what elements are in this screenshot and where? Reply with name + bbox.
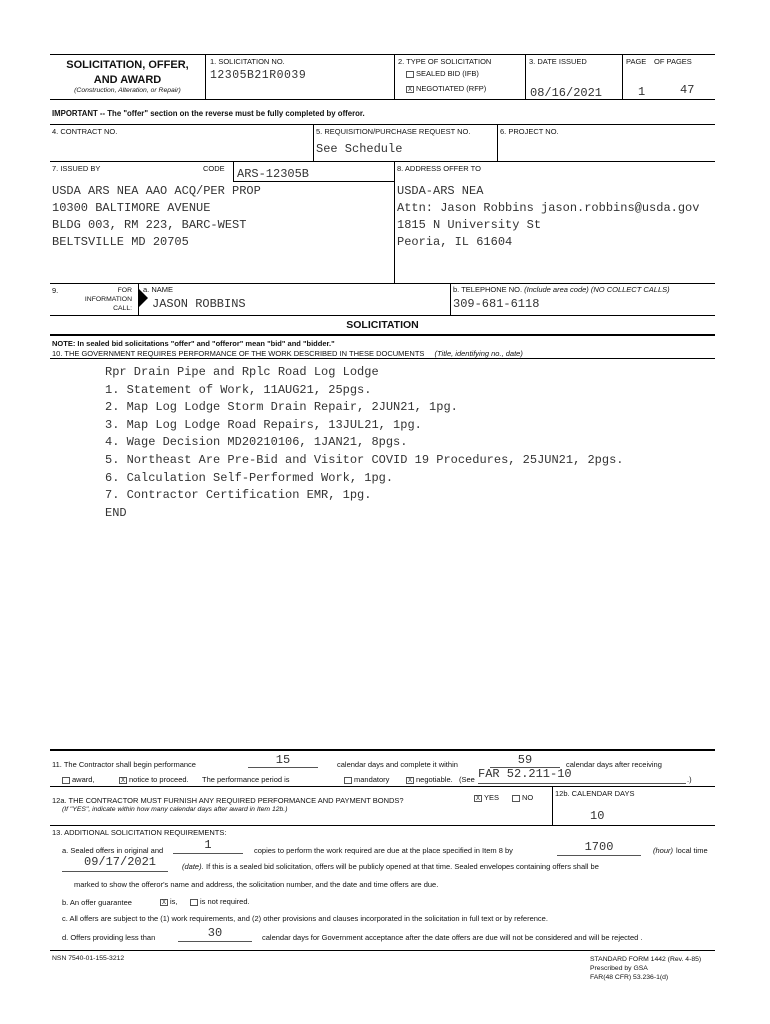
requisition-value[interactable]: See Schedule bbox=[316, 142, 403, 156]
item13a-text2: copies to perform the work required are due at the place specified in Item 8 by bbox=[254, 846, 513, 855]
date-label: (date). bbox=[182, 862, 204, 871]
address-offer-to bbox=[397, 183, 699, 251]
acceptance-days-value[interactable]: 30 bbox=[207, 926, 223, 940]
guarantee-not-checkbox[interactable] bbox=[190, 899, 198, 906]
work-documents-list bbox=[105, 364, 623, 522]
item13a-text1: a. Sealed offers in original and bbox=[62, 846, 164, 855]
period-is-label: The performance period is bbox=[202, 775, 290, 784]
issued-by-line: BELTSVILLE MD 20705 bbox=[52, 235, 189, 249]
due-date-value[interactable]: 09/17/2021 bbox=[84, 855, 157, 869]
item12a-note: (If "YES", indicate within how many calendar days after award in Item 12b.) bbox=[62, 806, 288, 813]
document-line: 6. Calculation Self-Performed Work, 1pg. bbox=[105, 470, 394, 485]
issued-by-address bbox=[52, 183, 261, 251]
project-no-label: 6. PROJECT NO. bbox=[500, 127, 559, 136]
form-title bbox=[50, 58, 205, 88]
notice-option[interactable] bbox=[119, 775, 189, 784]
guarantee-is-checkbox[interactable]: X bbox=[161, 899, 166, 906]
contact-name-value[interactable]: JASON ROBBINS bbox=[152, 297, 246, 311]
issued-by-line: 10300 BALTIMORE AVENUE bbox=[52, 201, 211, 215]
copies-value[interactable]: 1 bbox=[204, 838, 212, 852]
telephone-note: (Include area code) (NO COLLECT CALLS) bbox=[524, 285, 670, 294]
item11-text-b: calendar days and complete it within bbox=[337, 760, 458, 769]
telephone-label bbox=[453, 285, 670, 294]
bonds-no-checkbox[interactable] bbox=[512, 795, 520, 802]
sealed-bid-checkbox[interactable] bbox=[406, 71, 414, 78]
document-line: 1. Statement of Work, 11AUG21, 25pgs. bbox=[105, 382, 372, 397]
issued-by-line: BLDG 003, RM 223, BARC-WEST bbox=[52, 218, 247, 232]
document-line: 3. Map Log Lodge Road Repairs, 13JUL21, 1pg. bbox=[105, 417, 422, 432]
document-line: 2. Map Log Lodge Storm Drain Repair, 2JUN21, 1pg. bbox=[105, 400, 458, 415]
document-line: 4. Wage Decision MD20210106, 1JAN21, 8pgs. bbox=[105, 435, 408, 450]
award-option[interactable] bbox=[62, 775, 95, 784]
notice-checkbox[interactable]: X bbox=[120, 777, 125, 784]
item13b-text: b. An offer guarantee bbox=[62, 898, 132, 907]
document-line: Rpr Drain Pipe and Rplc Road Log Lodge bbox=[105, 365, 379, 379]
item10-label-text: 10. THE GOVERNMENT REQUIRES PERFORMANCE OF THE WORK DESCRIBED IN THESE DOCUMENTS bbox=[52, 349, 425, 358]
sealed-bid-label: SEALED BID (IFB) bbox=[416, 69, 479, 78]
see-close: .) bbox=[687, 775, 692, 784]
award-checkbox[interactable] bbox=[62, 777, 70, 784]
item10-label-note: (Title, identifying no., date) bbox=[434, 349, 523, 358]
form-title-line1: SOLICITATION, OFFER, bbox=[66, 59, 189, 71]
total-pages[interactable]: 47 bbox=[680, 83, 695, 97]
guarantee-not-option[interactable] bbox=[190, 897, 250, 906]
mandatory-option[interactable] bbox=[344, 775, 389, 784]
bonds-yes-checkbox[interactable]: X bbox=[475, 795, 480, 802]
nsn-number: NSN 7540-01-155-3212 bbox=[52, 955, 125, 962]
of-pages-label: OF PAGES bbox=[654, 57, 692, 66]
item13d-text2: calendar days for Government acceptance after the date offers are due will not be considered and will be rejected . bbox=[262, 933, 643, 942]
item13a-text3: If this is a sealed bid solicitation, offers will be publicly opened at that time. Sealed envelopes containing offers shall be bbox=[206, 862, 599, 871]
item13c-text: c. All offers are subject to the (1) work requirements, and (2) other provisions and clauses incorporated in the solicitation in full text or by reference. bbox=[62, 914, 548, 923]
document-line: END bbox=[105, 505, 127, 520]
mandatory-label: mandatory bbox=[354, 775, 390, 784]
page-number[interactable]: 1 bbox=[638, 85, 646, 99]
code-label: CODE bbox=[203, 164, 225, 173]
form-line: Prescribed by GSA bbox=[590, 965, 648, 972]
item11-text-a: 11. The Contractor shall begin performance bbox=[52, 760, 196, 769]
solicitation-no-label: 1. SOLICITATION NO. bbox=[210, 57, 285, 66]
document-line: 7. Contractor Certification EMR, 1pg. bbox=[105, 488, 372, 503]
form-line: FAR(48 CFR) 53.236-1(d) bbox=[590, 974, 669, 981]
negotiable-option[interactable] bbox=[406, 775, 453, 784]
standard-form-info bbox=[590, 955, 701, 982]
negotiable-checkbox[interactable]: X bbox=[407, 777, 412, 784]
item10-label bbox=[52, 349, 523, 358]
document-line: 5. Northeast Are Pre-Bid and Visitor COVID 19 Procedures, 25JUN21, 2pgs. bbox=[105, 452, 624, 467]
telephone-label-text: b. TELEPHONE NO. bbox=[453, 285, 523, 294]
call-label: CALL: bbox=[113, 305, 132, 312]
see-label: (See bbox=[459, 775, 475, 784]
bonds-yes-option[interactable] bbox=[474, 793, 499, 802]
guarantee-not-label: is not required. bbox=[200, 897, 250, 906]
item11-text-c: calendar days after receiving bbox=[566, 760, 662, 769]
page-label: PAGE bbox=[626, 57, 647, 66]
see-reference-value[interactable]: FAR 52.211-10 bbox=[478, 767, 572, 781]
contact-name-label: a. NAME bbox=[143, 285, 174, 294]
form-title-line2: AND AWARD bbox=[93, 74, 162, 86]
calendar-days-label: 12b. CALENDAR DAYS bbox=[555, 789, 635, 798]
solicitation-no-value[interactable]: 12305B21R0039 bbox=[210, 69, 307, 82]
form-line: STANDARD FORM 1442 (Rev. 4-85) bbox=[590, 956, 702, 963]
notice-label: notice to proceed. bbox=[129, 775, 189, 784]
due-time-value[interactable]: 1700 bbox=[584, 840, 614, 854]
item13a-text4: marked to show the offeror's name and address, the solicitation number, and the date and time offers are due. bbox=[74, 880, 439, 889]
bonds-no-option[interactable] bbox=[512, 793, 533, 802]
information-label: INFORMATION bbox=[84, 296, 132, 303]
days-begin-value[interactable]: 15 bbox=[275, 753, 291, 767]
address-line: 1815 N University St bbox=[397, 218, 542, 232]
negotiated-option[interactable] bbox=[406, 84, 486, 93]
solicitation-type-label: 2. TYPE OF SOLICITATION bbox=[398, 57, 492, 66]
item9-label: 9. bbox=[52, 286, 59, 295]
sealed-bid-note: NOTE: In sealed bid solicitations "offer" and "offeror" mean "bid" and "bidder." bbox=[52, 339, 335, 348]
days-complete-value[interactable]: 59 bbox=[517, 753, 533, 767]
important-note: IMPORTANT -- The "offer" section on the reverse must be fully completed by offeror. bbox=[52, 109, 365, 118]
form-title-sub: (Construction, Alteration, or Repair) bbox=[74, 87, 181, 94]
date-issued-label: 3. DATE ISSUED bbox=[529, 57, 587, 66]
award-label: award, bbox=[72, 775, 95, 784]
issued-by-line: USDA ARS NEA AAO ACQ/PER PROP bbox=[52, 184, 261, 198]
guarantee-is-label: is, bbox=[170, 897, 178, 906]
for-label: FOR bbox=[117, 287, 132, 294]
local-time-label: local time bbox=[676, 846, 708, 855]
contract-no-label: 4. CONTRACT NO. bbox=[52, 127, 118, 136]
address-line: Attn: Jason Robbins jason.robbins@usda.gov bbox=[397, 201, 700, 215]
issued-by-label: 7. ISSUED BY bbox=[52, 164, 101, 173]
calendar-days-value[interactable]: 10 bbox=[590, 809, 605, 823]
bonds-yes-label: YES bbox=[484, 793, 500, 802]
address-line: USDA-ARS NEA bbox=[397, 184, 484, 198]
bonds-no-label: NO bbox=[522, 793, 534, 802]
address-offer-label: 8. ADDRESS OFFER TO bbox=[397, 164, 481, 173]
guarantee-is-option[interactable] bbox=[160, 897, 178, 906]
negotiated-checkbox[interactable]: X bbox=[407, 86, 412, 93]
telephone-value[interactable]: 309-681-6118 bbox=[453, 297, 540, 311]
sealed-bid-option[interactable] bbox=[406, 69, 479, 78]
item12a-label: 12a. THE CONTRACTOR MUST FURNISH ANY REQUIRED PERFORMANCE AND PAYMENT BONDS? bbox=[52, 796, 404, 805]
mandatory-checkbox[interactable] bbox=[344, 777, 352, 784]
item13-label: 13. ADDITIONAL SOLICITATION REQUIREMENTS: bbox=[52, 828, 227, 837]
date-issued-value[interactable]: 08/16/2021 bbox=[530, 86, 603, 100]
code-value[interactable]: ARS-12305B bbox=[237, 167, 310, 181]
address-line: Peoria, IL 61604 bbox=[397, 235, 513, 249]
hour-label: (hour) bbox=[653, 846, 674, 855]
for-information-call bbox=[70, 286, 132, 313]
item13d-text1: d. Offers providing less than bbox=[62, 933, 156, 942]
negotiable-label: negotiable. bbox=[416, 775, 453, 784]
negotiated-label: NEGOTIATED (RFP) bbox=[416, 84, 487, 93]
requisition-label: 5. REQUISITION/PURCHASE REQUEST NO. bbox=[316, 127, 471, 136]
solicitation-heading: SOLICITATION bbox=[346, 319, 419, 331]
